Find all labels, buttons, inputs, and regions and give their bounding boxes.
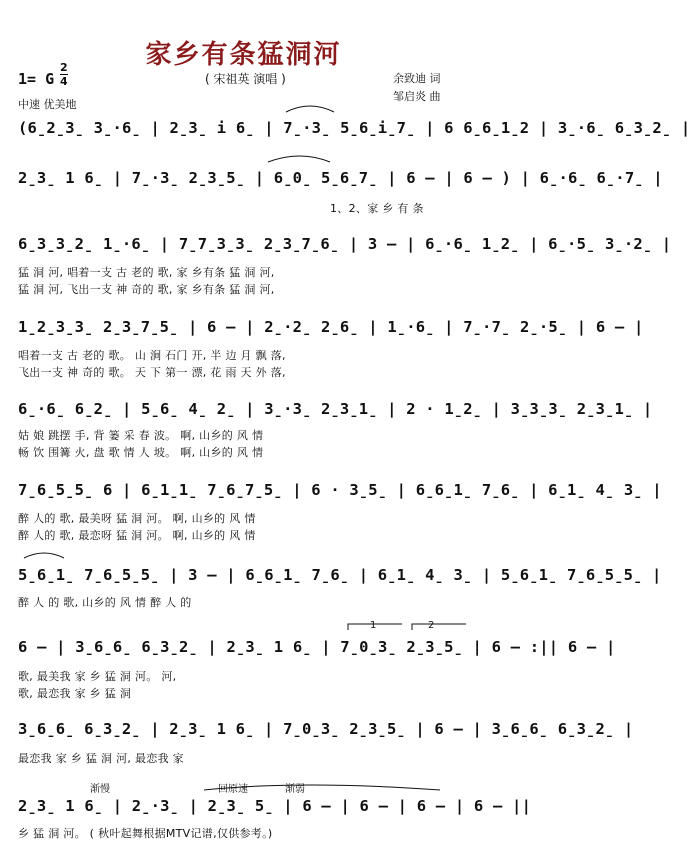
- notation-row-6: 7̱6̱5̱5̱ 6 | 6̱1̱1̱ 7̱6̱7̱5̱ | 6 · 3̱5̱ | 6̱6̱1̱ 7̱6̱ | 6̱1̱ 4̱ 3̱ |: [18, 481, 662, 499]
- singer-credit: ( 宋祖英 演唱 ): [205, 72, 286, 86]
- lyric-row-8-2: 歌, 最恋我 家 乡 猛 洞: [18, 687, 132, 700]
- fading-mark: 渐弱: [285, 784, 305, 795]
- notation-row-7: 5̱6̱1̱ 7̱6̱5̱5̱ | 3 – | 6̱6̱1̱ 7̱6̱ | 6̱1̱ 4̱ 3̱ | 5̱6̱1̱ 7̱6̱5̱5̱ |: [18, 566, 662, 584]
- notation-row-3: 6̱3̱3̱2̱ 1̱·6̱ | 7̱7̱3̱3̱ 2̱3̱7̱6̱ | 3 – | 6̱·6̱ 1̱2̱ | 6̱·5̱ 3̱·2̱ |: [18, 235, 672, 253]
- tie-row10: [204, 785, 440, 790]
- meter-bottom: 4: [60, 75, 68, 88]
- lyric-row-9-1: 最恋我 家 乡 猛 洞 河, 最恋我 家: [18, 752, 184, 765]
- notation-row-4: 1̱2̱3̱3̱ 2̱3̱7̱5̱ | 6 – | 2̱·2̱ 2̱6̱ | 1̱·6̱ | 7̱·7̱ 2̱·5̱ | 6 – |: [18, 318, 644, 336]
- notation-row-9: 3̱6̱6̱ 6̱3̱2̱ | 2̱3̱ 1 6̱ | 7̱0̱3̱ 2̱3̱5̱ | 6 – | 3̱6̱6̱ 6̱3̱2̱ |: [18, 720, 634, 738]
- lyric-row-5-1: 姑 娘 跳摆 手, 背 篓 采 春 波。 啊, 山乡的 风 情: [18, 429, 264, 442]
- volta-2-label: 2: [428, 620, 435, 631]
- lyric-row-3-2: 猛 洞 河, 飞出一支 神 奇的 歌, 家 乡有条 猛 洞 河,: [18, 283, 275, 296]
- lyric-row-5-2: 畅 饮 围篝 火, 盘 歌 情 人 坡。 啊, 山乡的 风 情: [18, 446, 264, 459]
- notation-row-8: 6 – | 3̱6̱6̱ 6̱3̱2̱ | 2̱3̱ 1 6̱ | 7̱0̱3̱ 2̱3̱5̱ | 6 – :|| 6 – |: [18, 638, 616, 656]
- volta-1-label: 1: [370, 620, 377, 631]
- volta-2-bracket: [412, 624, 466, 630]
- tie-row1: [286, 106, 334, 112]
- a-tempo-mark: 回原速: [218, 784, 248, 795]
- composer-credit: 邹启炎 曲: [393, 90, 441, 103]
- lyric-row-8-1: 歌, 最美我 家 乡 猛 洞 河。 河,: [18, 670, 177, 683]
- lyric-row-3-1: 猛 洞 河, 唱着一支 古 老的 歌, 家 乡有条 猛 洞 河,: [18, 266, 275, 279]
- notation-row-10: 2̱3̱ 1 6̱ | 2̱·3̱ | 2̱3̱ 5̱ | 6 – | 6 – | 6 – | 6 – ||: [18, 797, 532, 815]
- volta-1-bracket: [348, 624, 402, 630]
- lyric-row-7-1: 醉 人 的 歌, 山乡的 风 情 醉 人 的: [18, 596, 192, 609]
- tie-row7: [24, 553, 64, 558]
- tie-row2: [268, 156, 330, 162]
- notation-row-2: 2̱3̱ 1 6̱ | 7̱·3̱ 2̱3̱5̱ | 6̱0̱ 5̱6̱7̱ | 6 – | 6 – ) | 6̱·6̱ 6̱·7̱ |: [18, 169, 663, 187]
- lyric-row-4-2: 飞出一支 神 奇的 歌。 天 下 第一 漂, 花 雨 天 外 落,: [18, 366, 286, 379]
- notation-row-1: (6̱2̱3̱ 3̱·6̱ | 2̱3̱ i 6̱ | 7̱·3̱ 5̱6̱i̱7̱ | 6 6̱6̱1̱2 | 3̱·6̱ 6̱3̱2̱ |: [18, 119, 690, 137]
- lyric-row-6-1: 醉 人的 歌, 最美呀 猛 洞 河。 啊, 山乡的 风 情: [18, 512, 256, 525]
- lyric-row-10-1: 乡 猛 洞 河。 ( 秋叶起舞根据MTV记谱,仅供参考。): [18, 827, 273, 840]
- lyric-row-2-1: 1、2、家 乡 有 条: [330, 202, 424, 215]
- lyric-row-6-2: 醉 人的 歌, 最恋呀 猛 洞 河。 啊, 山乡的 风 情: [18, 529, 256, 542]
- lyric-row-4-1: 唱着一支 古 老的 歌。 山 涧 石门 开, 半 边 月 飘 落,: [18, 349, 286, 362]
- key-signature: 1= G: [18, 70, 55, 88]
- tempo-marking: 中速 优美地: [18, 98, 77, 111]
- meter-top: 2: [60, 61, 68, 74]
- page-title: 家乡有条猛洞河: [145, 40, 342, 70]
- notation-row-5: 6̱·6̱ 6̱2̱ | 5̱6̱ 4̱ 2̱ | 3̱·3̱ 2̱3̱1̱ | 2 · 1̱2̱ | 3̱3̱3̱ 2̱3̱1̱ |: [18, 400, 653, 418]
- lyricist-credit: 余致迪 词: [393, 72, 441, 85]
- slower-mark: 渐慢: [90, 784, 110, 795]
